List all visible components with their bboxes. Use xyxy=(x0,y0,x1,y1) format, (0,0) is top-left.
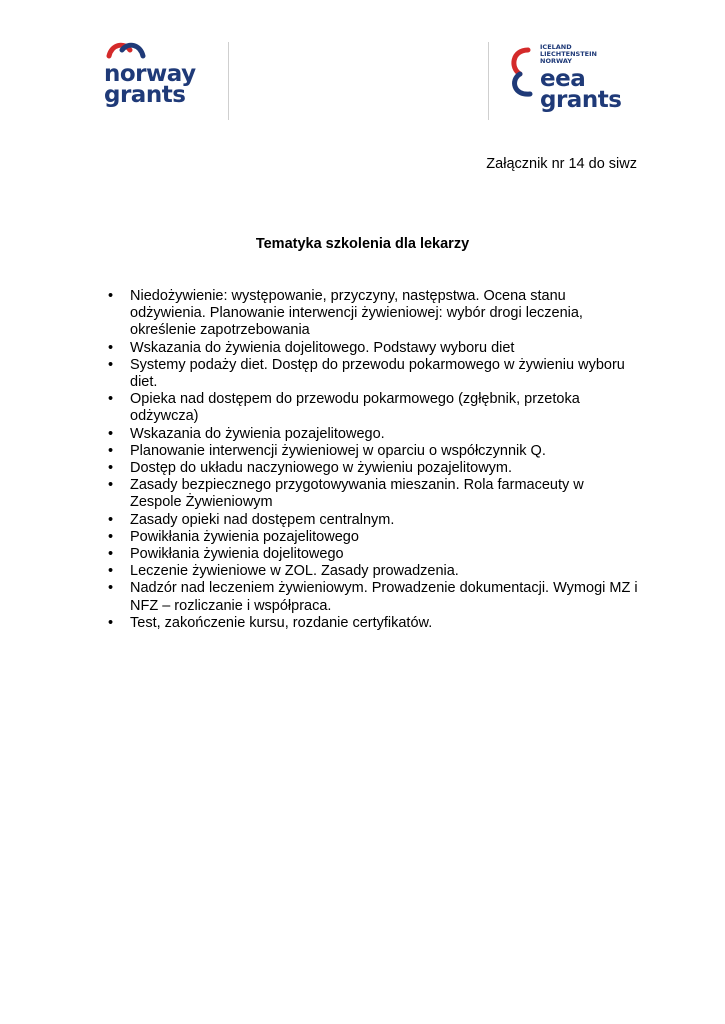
topics-list xyxy=(108,288,638,632)
bullet-icon: • xyxy=(108,339,114,356)
topic-text: Leczenie żywieniowe w ZOL. Zasady prowadzenia. xyxy=(130,563,459,580)
topic-item xyxy=(108,477,638,511)
topic-text: Wskazania do żywienia pozajelitowego. xyxy=(130,425,385,442)
topic-item xyxy=(108,460,638,477)
bullet-icon: • xyxy=(108,391,114,408)
topic-text: Opieka nad dostępem do przewodu pokarmowego (zgłębnik, przetoka odżywcza) xyxy=(130,391,580,425)
topic-text: Systemy podaży diet. Dostęp do przewodu pokarmowego w żywieniu wyboru diet. xyxy=(130,356,625,391)
bullet-icon: • xyxy=(108,546,114,563)
eea-grants-line2: grants xyxy=(540,87,622,113)
bullet-icon: • xyxy=(108,614,114,631)
eea-grants-swirl-icon xyxy=(508,44,536,100)
topic-text: Nadzór nad leczeniem żywieniowym. Prowadzenie dokumentacji. Wymogi MZ i NFZ – rozliczanie i współpraca. xyxy=(130,580,638,614)
bullet-icon: • xyxy=(108,477,114,494)
topic-text: Powikłania żywienia dojelitowego xyxy=(130,546,344,563)
topic-item xyxy=(108,391,638,425)
bullet-icon: • xyxy=(108,580,114,597)
topic-item xyxy=(108,580,638,614)
eea-grants-wordmark xyxy=(540,66,622,113)
eea-country-1: ICELAND xyxy=(540,43,572,51)
topic-text: Dostęp do układu naczyniowego w żywieniu pozajelitowym. xyxy=(130,460,513,477)
topic-text: Planowanie interwencji żywieniowej w oparciu o współczynnik Q. xyxy=(130,442,546,459)
bullet-icon: • xyxy=(108,425,114,442)
topic-item xyxy=(108,512,638,529)
eea-countries-list xyxy=(540,44,597,65)
topic-item xyxy=(108,563,638,580)
topic-item xyxy=(108,340,638,357)
topic-item xyxy=(108,443,638,460)
topic-text: Zasady bezpiecznego przygotowywania mieszanin. Rola farmaceuty w Zespole Żywieniowym xyxy=(130,477,584,511)
bullet-icon: • xyxy=(108,356,114,373)
topic-text: Wskazania do żywienia dojelitowego. Podstawy wyboru diet xyxy=(130,339,515,356)
norway-grants-line1: norway xyxy=(104,61,196,87)
topic-text: Powikłania żywienia pozajelitowego xyxy=(130,528,359,545)
topic-text: Test, zakończenie kursu, rozdanie certyfikatów. xyxy=(130,614,433,631)
bullet-icon: • xyxy=(108,442,114,459)
norway-grants-wordmark xyxy=(104,61,196,108)
topic-text: Zasady opieki nad dostępem centralnym. xyxy=(130,511,395,528)
bullet-icon: • xyxy=(108,460,114,477)
topic-item xyxy=(108,357,638,391)
bullet-icon: • xyxy=(108,563,114,580)
topic-item xyxy=(108,288,638,340)
bullet-icon: • xyxy=(108,288,114,304)
header-divider-right xyxy=(488,42,489,120)
attachment-label: Załącznik nr 14 do siwz xyxy=(486,156,637,172)
header-divider-left xyxy=(228,42,229,120)
topic-item xyxy=(108,426,638,443)
topic-text: Niedożywienie: występowanie, przyczyny, następstwa. Ocena stanu odżywienia. Planowanie interwencji żywieniowej: wybór drogi leczenia, określenie zapotrzebowania xyxy=(130,288,583,339)
bullet-icon: • xyxy=(108,511,114,528)
eea-country-3: NORWAY xyxy=(540,57,572,65)
topic-item xyxy=(108,546,638,563)
eea-grants-logo xyxy=(508,42,628,122)
topic-item xyxy=(108,529,638,546)
norway-grants-line2: grants xyxy=(104,82,186,108)
bullet-icon: • xyxy=(108,528,114,545)
norway-grants-logo xyxy=(104,40,224,120)
topic-item xyxy=(108,615,638,632)
eea-country-2: LIECHTENSTEIN xyxy=(540,50,597,58)
document-title: Tematyka szkolenia dla lekarzy xyxy=(255,236,470,252)
eea-grants-line1: eea xyxy=(540,66,586,92)
